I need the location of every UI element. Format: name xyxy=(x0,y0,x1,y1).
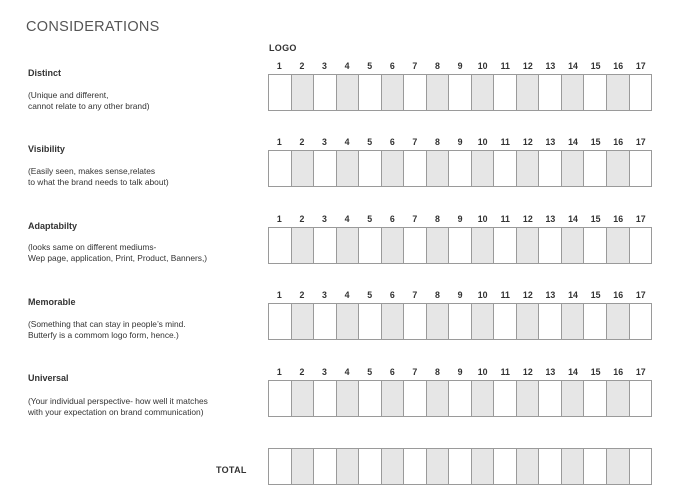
scale-number: 1 xyxy=(276,367,282,377)
scale-number: 13 xyxy=(545,137,556,147)
scale-number: 8 xyxy=(435,214,440,224)
scale-number: 3 xyxy=(322,290,327,300)
adaptabilty-cell-10[interactable] xyxy=(472,228,495,263)
total-cell-4[interactable] xyxy=(337,449,360,484)
distinct-cell-7[interactable] xyxy=(404,75,427,110)
adaptabilty-cell-6[interactable] xyxy=(382,228,405,263)
scale-number: 9 xyxy=(457,367,463,377)
scale-number: 13 xyxy=(545,61,556,71)
score-row-visibility xyxy=(268,150,652,187)
adaptabilty-cell-3[interactable] xyxy=(314,228,337,263)
scale-number: 16 xyxy=(613,61,624,71)
adaptabilty-cell-11[interactable] xyxy=(494,228,517,263)
distinct-cell-10[interactable] xyxy=(472,75,495,110)
scale-number: 9 xyxy=(457,61,463,71)
scale-number: 8 xyxy=(435,137,440,147)
scale-number: 11 xyxy=(500,61,510,71)
description-line: (Easily seen, makes sense,relates xyxy=(28,166,156,176)
scale-number: 14 xyxy=(568,214,578,224)
universal-cell-14[interactable] xyxy=(562,381,585,416)
description-line: to what the brand needs to talk about) xyxy=(28,176,169,187)
description-line: Wep page, application, Print, Product, Banners,) xyxy=(28,252,208,263)
visibility-cell-2[interactable] xyxy=(292,151,315,186)
scale-number: 6 xyxy=(389,367,395,377)
universal-cell-8[interactable] xyxy=(427,381,450,416)
universal-cell-9[interactable] xyxy=(449,381,472,416)
adaptabilty-cell-16[interactable] xyxy=(607,228,630,263)
criterion-description-memorable xyxy=(28,319,263,340)
scale-number: 10 xyxy=(477,290,488,300)
scale-number: 3 xyxy=(322,137,327,147)
visibility-cell-15[interactable] xyxy=(584,151,607,186)
adaptabilty-cell-5[interactable] xyxy=(359,228,382,263)
criterion-name-memorable: Memorable xyxy=(28,297,76,307)
memorable-cell-17[interactable] xyxy=(630,304,652,339)
visibility-cell-14[interactable] xyxy=(562,151,585,186)
criterion-name-visibility: Visibility xyxy=(28,144,65,154)
scale-numbers-adaptabilty xyxy=(268,214,652,226)
memorable-cell-10[interactable] xyxy=(472,304,495,339)
scale-number: 3 xyxy=(322,214,327,224)
total-cell-9[interactable] xyxy=(449,449,472,484)
total-label: TOTAL xyxy=(216,465,247,475)
scale-numbers-distinct xyxy=(268,61,652,73)
scale-number: 1 xyxy=(276,290,282,300)
distinct-cell-16[interactable] xyxy=(607,75,630,110)
scale-numbers-visibility xyxy=(268,137,652,149)
description-line: with your expectation on brand communication) xyxy=(28,406,204,417)
scale-number: 2 xyxy=(299,367,305,377)
scale-number: 12 xyxy=(522,137,533,147)
distinct-cell-1[interactable] xyxy=(269,75,292,110)
scale-number: 15 xyxy=(590,290,601,300)
universal-cell-12[interactable] xyxy=(517,381,540,416)
adaptabilty-cell-7[interactable] xyxy=(404,228,427,263)
scale-number: 6 xyxy=(389,290,395,300)
memorable-cell-13[interactable] xyxy=(539,304,562,339)
memorable-cell-4[interactable] xyxy=(337,304,360,339)
score-row-adaptabilty xyxy=(268,227,652,264)
scale-number: 16 xyxy=(613,137,624,147)
total-cell-6[interactable] xyxy=(382,449,405,484)
total-cell-14[interactable] xyxy=(562,449,585,484)
distinct-cell-5[interactable] xyxy=(359,75,382,110)
total-cell-12[interactable] xyxy=(517,449,540,484)
adaptabilty-cell-9[interactable] xyxy=(449,228,472,263)
score-row-memorable xyxy=(268,303,652,340)
scale-number: 14 xyxy=(568,137,578,147)
visibility-cell-10[interactable] xyxy=(472,151,495,186)
scale-number: 17 xyxy=(635,61,646,71)
scale-number: 10 xyxy=(477,367,488,377)
scale-number: 9 xyxy=(457,214,463,224)
scale-number: 4 xyxy=(344,290,350,300)
scale-number: 5 xyxy=(367,367,373,377)
scale-number: 12 xyxy=(522,61,533,71)
scale-number: 17 xyxy=(635,367,646,377)
scale-number: 2 xyxy=(299,290,305,300)
adaptabilty-cell-8[interactable] xyxy=(427,228,450,263)
distinct-cell-11[interactable] xyxy=(494,75,517,110)
memorable-cell-2[interactable] xyxy=(292,304,315,339)
scale-number: 5 xyxy=(367,61,373,71)
adaptabilty-cell-4[interactable] xyxy=(337,228,360,263)
memorable-cell-5[interactable] xyxy=(359,304,382,339)
universal-cell-13[interactable] xyxy=(539,381,562,416)
criterion-name-universal: Universal xyxy=(28,373,69,383)
scale-number: 17 xyxy=(635,290,646,300)
criterion-name-distinct: Distinct xyxy=(28,68,62,78)
scale-number: 8 xyxy=(435,61,440,71)
scale-number: 14 xyxy=(568,61,578,71)
scale-number: 4 xyxy=(344,61,350,71)
distinct-cell-3[interactable] xyxy=(314,75,337,110)
total-cell-11[interactable] xyxy=(494,449,517,484)
universal-cell-6[interactable] xyxy=(382,381,405,416)
total-cell-16[interactable] xyxy=(607,449,630,484)
scale-number: 15 xyxy=(590,61,601,71)
scale-number: 10 xyxy=(477,61,488,71)
total-cell-15[interactable] xyxy=(584,449,607,484)
scale-number: 4 xyxy=(344,137,350,147)
total-cell-3[interactable] xyxy=(314,449,337,484)
scale-number: 16 xyxy=(613,290,624,300)
scale-number: 6 xyxy=(389,137,395,147)
scale-number: 5 xyxy=(367,290,373,300)
memorable-cell-3[interactable] xyxy=(314,304,337,339)
criterion-description-visibility xyxy=(28,166,263,187)
logo-column-label: LOGO xyxy=(269,43,297,53)
distinct-cell-17[interactable] xyxy=(630,75,652,110)
criterion-description-adaptabilty xyxy=(28,242,263,263)
scale-number: 13 xyxy=(545,214,556,224)
universal-cell-11[interactable] xyxy=(494,381,517,416)
scale-number: 8 xyxy=(435,290,440,300)
scale-number: 3 xyxy=(322,367,327,377)
distinct-cell-14[interactable] xyxy=(562,75,585,110)
memorable-cell-15[interactable] xyxy=(584,304,607,339)
scale-number: 11 xyxy=(500,367,510,377)
distinct-cell-12[interactable] xyxy=(517,75,540,110)
scale-number: 15 xyxy=(590,137,601,147)
description-line: (Your individual perspective- how well it matches xyxy=(28,396,208,406)
visibility-cell-5[interactable] xyxy=(359,151,382,186)
scale-number: 16 xyxy=(613,367,624,377)
scale-number: 7 xyxy=(412,61,418,71)
scale-number: 9 xyxy=(457,290,463,300)
scale-number: 6 xyxy=(389,61,395,71)
scale-number: 12 xyxy=(522,290,533,300)
memorable-cell-1[interactable] xyxy=(269,304,292,339)
scale-number: 14 xyxy=(568,290,578,300)
adaptabilty-cell-15[interactable] xyxy=(584,228,607,263)
scale-number: 13 xyxy=(545,290,556,300)
universal-cell-15[interactable] xyxy=(584,381,607,416)
visibility-cell-1[interactable] xyxy=(269,151,292,186)
visibility-cell-4[interactable] xyxy=(337,151,360,186)
description-line: Butterfy is a commom logo form, hence.) xyxy=(28,329,179,340)
scale-number: 10 xyxy=(477,137,488,147)
description-line: (Something that can stay in people’s mind. xyxy=(28,319,186,329)
memorable-cell-11[interactable] xyxy=(494,304,517,339)
visibility-cell-13[interactable] xyxy=(539,151,562,186)
adaptabilty-cell-1[interactable] xyxy=(269,228,292,263)
scale-numbers-memorable xyxy=(268,290,652,302)
criterion-description-universal xyxy=(28,396,263,417)
distinct-cell-4[interactable] xyxy=(337,75,360,110)
total-cell-1[interactable] xyxy=(269,449,292,484)
visibility-cell-8[interactable] xyxy=(427,151,450,186)
scale-number: 5 xyxy=(367,137,373,147)
visibility-cell-12[interactable] xyxy=(517,151,540,186)
memorable-cell-6[interactable] xyxy=(382,304,405,339)
scale-numbers-universal xyxy=(268,367,652,379)
scale-number: 17 xyxy=(635,214,646,224)
adaptabilty-cell-12[interactable] xyxy=(517,228,540,263)
adaptabilty-cell-2[interactable] xyxy=(292,228,315,263)
universal-cell-5[interactable] xyxy=(359,381,382,416)
total-cell-13[interactable] xyxy=(539,449,562,484)
description-line: (Unique and different, xyxy=(28,90,109,100)
scale-number: 1 xyxy=(276,61,282,71)
memorable-cell-16[interactable] xyxy=(607,304,630,339)
memorable-cell-7[interactable] xyxy=(404,304,427,339)
scale-number: 1 xyxy=(276,214,282,224)
scale-number: 7 xyxy=(412,214,418,224)
adaptabilty-cell-13[interactable] xyxy=(539,228,562,263)
memorable-cell-8[interactable] xyxy=(427,304,450,339)
adaptabilty-cell-14[interactable] xyxy=(562,228,585,263)
scale-number: 15 xyxy=(590,367,601,377)
scale-number: 12 xyxy=(522,214,533,224)
scale-number: 15 xyxy=(590,214,601,224)
scale-number: 8 xyxy=(435,367,440,377)
scale-number: 11 xyxy=(500,290,510,300)
scale-number: 2 xyxy=(299,137,305,147)
scale-number: 6 xyxy=(389,214,395,224)
criterion-description-distinct xyxy=(28,90,263,111)
visibility-cell-17[interactable] xyxy=(630,151,652,186)
universal-cell-10[interactable] xyxy=(472,381,495,416)
memorable-cell-12[interactable] xyxy=(517,304,540,339)
description-line: (looks same on different mediums- xyxy=(28,242,157,252)
scale-number: 7 xyxy=(412,137,418,147)
distinct-cell-8[interactable] xyxy=(427,75,450,110)
visibility-cell-9[interactable] xyxy=(449,151,472,186)
scale-number: 14 xyxy=(568,367,578,377)
memorable-cell-9[interactable] xyxy=(449,304,472,339)
adaptabilty-cell-17[interactable] xyxy=(630,228,652,263)
visibility-cell-7[interactable] xyxy=(404,151,427,186)
scale-number: 4 xyxy=(344,214,350,224)
scale-number: 11 xyxy=(500,214,510,224)
score-row-distinct xyxy=(268,74,652,111)
scale-number: 3 xyxy=(322,61,327,71)
memorable-cell-14[interactable] xyxy=(562,304,585,339)
total-cell-7[interactable] xyxy=(404,449,427,484)
distinct-cell-2[interactable] xyxy=(292,75,315,110)
universal-cell-4[interactable] xyxy=(337,381,360,416)
scale-number: 12 xyxy=(522,367,533,377)
score-row-universal xyxy=(268,380,652,417)
scale-number: 11 xyxy=(500,137,510,147)
total-cell-10[interactable] xyxy=(472,449,495,484)
scale-number: 17 xyxy=(635,137,646,147)
total-score-row xyxy=(268,448,652,485)
criterion-name-adaptabilty: Adaptabilty xyxy=(28,221,78,231)
scale-number: 7 xyxy=(412,367,418,377)
total-cell-2[interactable] xyxy=(292,449,315,484)
scale-number: 13 xyxy=(545,367,556,377)
scale-number: 9 xyxy=(457,137,463,147)
universal-cell-1[interactable] xyxy=(269,381,292,416)
universal-cell-16[interactable] xyxy=(607,381,630,416)
total-cell-5[interactable] xyxy=(359,449,382,484)
distinct-cell-6[interactable] xyxy=(382,75,405,110)
scale-number: 10 xyxy=(477,214,488,224)
scale-number: 4 xyxy=(344,367,350,377)
page-title: CONSIDERATIONS xyxy=(26,19,160,35)
visibility-cell-6[interactable] xyxy=(382,151,405,186)
universal-cell-3[interactable] xyxy=(314,381,337,416)
scale-number: 1 xyxy=(276,137,282,147)
distinct-cell-13[interactable] xyxy=(539,75,562,110)
visibility-cell-3[interactable] xyxy=(314,151,337,186)
distinct-cell-9[interactable] xyxy=(449,75,472,110)
scale-number: 7 xyxy=(412,290,418,300)
scale-number: 2 xyxy=(299,61,305,71)
scale-number: 5 xyxy=(367,214,373,224)
universal-cell-17[interactable] xyxy=(630,381,652,416)
scale-number: 2 xyxy=(299,214,305,224)
description-line: cannot relate to any other brand) xyxy=(28,100,150,111)
total-cell-8[interactable] xyxy=(427,449,450,484)
visibility-cell-11[interactable] xyxy=(494,151,517,186)
scale-number: 16 xyxy=(613,214,624,224)
distinct-cell-15[interactable] xyxy=(584,75,607,110)
universal-cell-7[interactable] xyxy=(404,381,427,416)
visibility-cell-16[interactable] xyxy=(607,151,630,186)
total-cell-17[interactable] xyxy=(630,449,652,484)
universal-cell-2[interactable] xyxy=(292,381,315,416)
